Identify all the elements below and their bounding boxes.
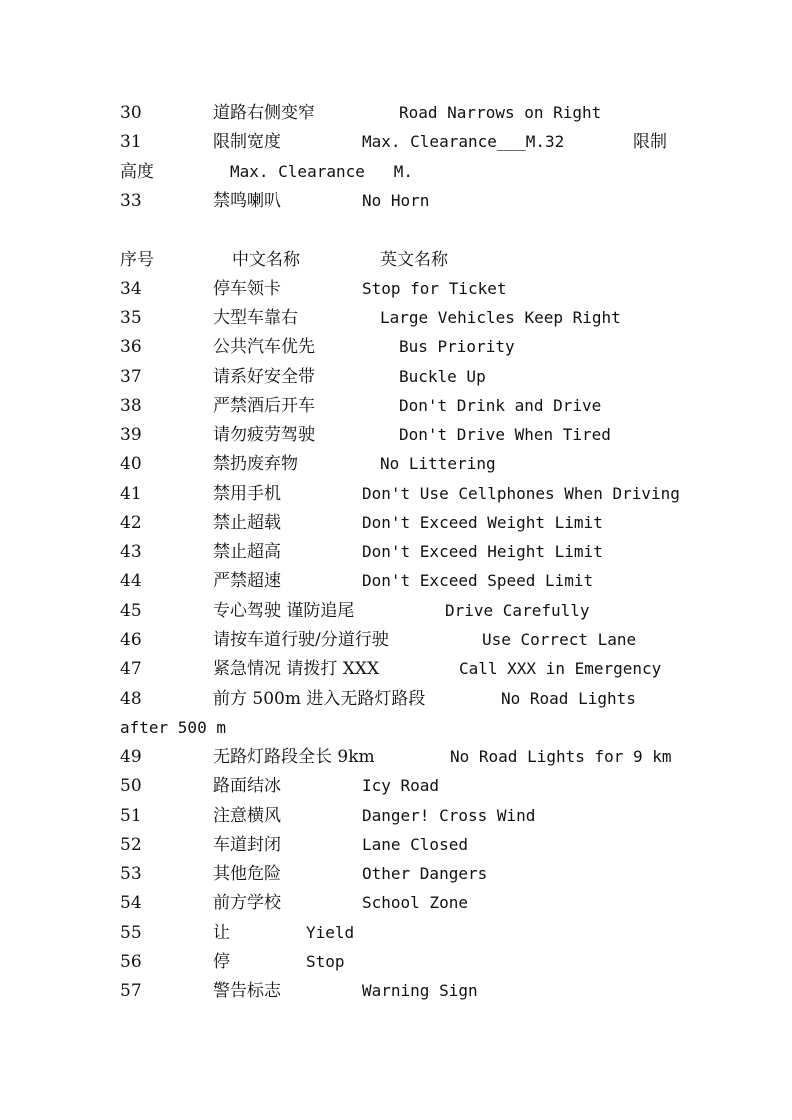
chinese-name: 让 [213, 923, 230, 943]
table-row [120, 189, 680, 213]
table-row [120, 921, 680, 945]
english-name: School Zone [362, 893, 468, 912]
row-number: 36 [120, 337, 142, 357]
english-name: No Littering [380, 454, 496, 473]
chinese-name: 车道封闭 [213, 835, 281, 855]
table-row [120, 452, 680, 476]
table-row [120, 804, 680, 828]
chinese-name: 大型车靠右 [213, 308, 298, 328]
english-name: No Horn [362, 191, 430, 210]
table-row [120, 569, 680, 593]
english-name: Stop [306, 952, 345, 971]
chinese-name: 其他危险 [213, 864, 281, 884]
row-number: 30 [120, 103, 142, 123]
table-row [120, 130, 680, 154]
english-name: Drive Carefully [445, 601, 590, 620]
row-number: 40 [120, 454, 142, 474]
row-number: 50 [120, 776, 142, 796]
row-number: 42 [120, 513, 142, 533]
row-number: 47 [120, 659, 142, 679]
table-row [120, 774, 680, 798]
header-english: 英文名称 [380, 250, 448, 270]
table-row [120, 306, 680, 330]
chinese-name: 禁鸣喇叭 [213, 191, 281, 211]
english-name: No Road Lights for 9 km [450, 747, 672, 766]
table-row [120, 979, 680, 1003]
chinese-name: 高度 [120, 162, 154, 182]
table-row [120, 394, 680, 418]
table-row [120, 687, 680, 711]
row-number: 39 [120, 425, 142, 445]
chinese-name: 注意横风 [213, 806, 281, 826]
chinese-name: 紧急情况 请拨打 XXX [213, 659, 380, 679]
english-name: Don't Exceed Weight Limit [362, 513, 603, 532]
table-row [120, 423, 680, 447]
english-name: Don't Use Cellphones When Driving [362, 484, 680, 503]
english-name: Yield [306, 923, 355, 942]
english-name: Max. Clearance___M.32 [362, 132, 565, 151]
chinese-name: 前方 500m 进入无路灯路段 [213, 689, 426, 709]
row-number: 54 [120, 893, 142, 913]
english-name: Buckle Up [399, 367, 486, 386]
row-number: 57 [120, 981, 142, 1001]
table-row [120, 335, 680, 359]
chinese-name: 前方学校 [213, 893, 281, 913]
table-row [120, 891, 680, 915]
row-number: 56 [120, 952, 142, 972]
chinese-name: 停 [213, 952, 230, 972]
table-row [120, 628, 680, 652]
english-name: No Road Lights [501, 689, 636, 708]
chinese-name: 限制宽度 [213, 132, 281, 152]
english-name: Icy Road [362, 776, 440, 795]
english-name: Danger! Cross Wind [362, 806, 536, 825]
row-number: 37 [120, 367, 142, 387]
row-number: 49 [120, 747, 142, 767]
english-name: Bus Priority [399, 337, 515, 356]
chinese-name: 无路灯路段全长 9km [213, 747, 375, 767]
row-number: 45 [120, 601, 142, 621]
table-row [120, 277, 680, 301]
table-row [120, 950, 680, 974]
header-number: 序号 [120, 250, 154, 270]
row-number: 35 [120, 308, 142, 328]
table-row-continuation [120, 160, 680, 184]
english-name: Don't Exceed Height Limit [362, 542, 603, 561]
row-number: 51 [120, 806, 142, 826]
row-number: 46 [120, 630, 142, 650]
row-number: 38 [120, 396, 142, 416]
english-name: Call XXX in Emergency [459, 659, 662, 678]
chinese-name: 专心驾驶 谨防追尾 [213, 601, 355, 621]
chinese-name-continued: 限制 [633, 132, 667, 152]
table-header [120, 248, 680, 272]
english-name: Use Correct Lane [482, 630, 637, 649]
row-number: 55 [120, 923, 142, 943]
english-name: Road Narrows on Right [399, 103, 602, 122]
table-row [120, 365, 680, 389]
table-row [120, 862, 680, 886]
english-name: Max. Clearance M. [230, 162, 414, 181]
row-number: 48 [120, 689, 142, 709]
row-number: 33 [120, 191, 142, 211]
table-row [120, 833, 680, 857]
table-row [120, 511, 680, 535]
english-name: Lane Closed [362, 835, 468, 854]
row-number: 52 [120, 835, 142, 855]
row-number: 44 [120, 571, 142, 591]
chinese-name: 严禁超速 [213, 571, 281, 591]
header-chinese: 中文名称 [232, 250, 300, 270]
row-number: 41 [120, 484, 142, 504]
english-name-continued: after 500 m [120, 718, 226, 737]
row-number: 43 [120, 542, 142, 562]
chinese-name: 路面结冰 [213, 776, 281, 796]
english-name: Other Dangers [362, 864, 488, 883]
chinese-name: 警告标志 [213, 981, 281, 1001]
english-name: Don't Drink and Drive [399, 396, 602, 415]
chinese-name: 禁扔废弃物 [213, 454, 298, 474]
english-name: Don't Exceed Speed Limit [362, 571, 594, 590]
chinese-name: 禁用手机 [213, 484, 281, 504]
table-row [120, 101, 680, 125]
chinese-name: 请按车道行驶/分道行驶 [213, 630, 389, 650]
english-name: Large Vehicles Keep Right [380, 308, 621, 327]
table-row [120, 540, 680, 564]
row-number: 34 [120, 279, 142, 299]
table-row [120, 482, 680, 506]
chinese-name: 公共汽车优先 [213, 337, 315, 357]
english-name: Warning Sign [362, 981, 478, 1000]
table-row [120, 657, 680, 681]
chinese-name: 严禁酒后开车 [213, 396, 315, 416]
english-name: Stop for Ticket [362, 279, 507, 298]
table-row [120, 599, 680, 623]
table-row [120, 745, 680, 769]
row-number: 31 [120, 132, 142, 152]
row-number: 53 [120, 864, 142, 884]
chinese-name: 请勿疲劳驾驶 [213, 425, 315, 445]
chinese-name: 道路右侧变窄 [213, 103, 315, 123]
chinese-name: 禁止超高 [213, 542, 281, 562]
chinese-name: 停车领卡 [213, 279, 281, 299]
english-name: Don't Drive When Tired [399, 425, 611, 444]
chinese-name: 请系好安全带 [213, 367, 315, 387]
chinese-name: 禁止超载 [213, 513, 281, 533]
